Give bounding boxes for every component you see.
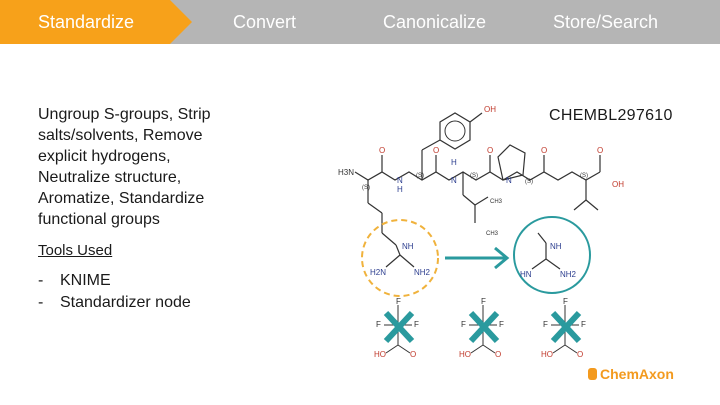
compound-id: CHEMBL297610 <box>549 107 673 124</box>
label-o-3: O <box>487 146 494 155</box>
tools-list <box>38 270 191 314</box>
tfa-counterion-2 <box>459 297 504 359</box>
tool-item-knime: - KNIME <box>38 270 191 292</box>
label-f-2b: F <box>461 320 466 329</box>
label-nh-right: NH <box>550 242 562 251</box>
label-s-1: (S) <box>362 185 370 191</box>
label-h-1: H <box>397 185 403 194</box>
label-nh2-left: NH2 <box>414 268 431 277</box>
molecule-diagram <box>330 95 720 405</box>
label-n-2: N <box>451 176 457 185</box>
label-h3n: H3N <box>338 168 355 177</box>
tool-item-standardizer-node: - Standardizer node <box>38 292 191 314</box>
label-h-2: H <box>451 158 457 167</box>
label-s-5: (S) <box>580 173 588 179</box>
label-o-5: O <box>597 146 604 155</box>
label-o-tfa-2: O <box>495 350 502 359</box>
label-o-4: O <box>541 146 548 155</box>
label-ho-3: HO <box>541 350 553 359</box>
label-ch3-1: CH3 <box>490 199 503 205</box>
label-f-3c: F <box>581 320 586 329</box>
label-s-4: (S) <box>525 179 533 185</box>
process-bar <box>0 0 720 44</box>
chemaxon-logo-icon <box>588 368 597 380</box>
label-ch3-2: CH3 <box>486 231 499 237</box>
active-step-arrow <box>170 0 192 44</box>
label-o-tfa-1: O <box>410 350 417 359</box>
label-f-1c: F <box>414 320 419 329</box>
label-oh-top: OH <box>484 105 496 114</box>
label-ho-2: HO <box>459 350 471 359</box>
label-f-2a: F <box>481 297 486 306</box>
tfa-counterion-3 <box>541 297 586 359</box>
step-store-search[interactable]: Store/Search <box>553 12 659 32</box>
phenol-oh-bond <box>470 113 482 122</box>
label-f-3b: F <box>543 320 548 329</box>
label-oh: OH <box>612 180 624 189</box>
label-nh2-right: NH2 <box>560 270 577 279</box>
label-n-3: N <box>506 176 512 185</box>
chemaxon-logo <box>588 366 674 382</box>
backbone-bonds <box>355 140 600 245</box>
solid-highlight-circle <box>514 217 590 293</box>
label-o-1: O <box>379 146 386 155</box>
tfa-counterion-1 <box>374 297 419 359</box>
step-standardize[interactable]: Standardize <box>0 0 170 44</box>
chemaxon-logo-text: ChemAxon <box>600 366 674 382</box>
label-o-tfa-3: O <box>577 350 584 359</box>
label-h2n-left: H2N <box>370 268 387 277</box>
label-nh-left: NH <box>402 242 414 251</box>
label-n-1: N <box>397 176 403 185</box>
tools-used-heading: Tools Used <box>38 242 113 259</box>
label-f-2c: F <box>499 320 504 329</box>
label-f-1a: F <box>396 297 401 306</box>
label-hn-right: HN <box>520 270 532 279</box>
dashed-highlight-circle <box>362 220 438 296</box>
label-s-3: (S) <box>470 173 478 179</box>
label-s-2: (S) <box>416 173 424 179</box>
label-ho-1: HO <box>374 350 386 359</box>
label-f-3a: F <box>563 297 568 306</box>
step-canonicalize[interactable]: Canonicalize <box>383 12 487 32</box>
label-f-1b: F <box>376 320 381 329</box>
step-convert[interactable]: Convert <box>233 12 297 32</box>
guanidine-bonds-right <box>532 233 560 269</box>
standardize-description: Ungroup S-groups, Strip salts/solvents, Remove explicit hydrogens, Neutralize structure, Aromatize, Standardize functional groups <box>38 106 211 228</box>
phenol-aromatic-circle <box>445 121 465 141</box>
label-o-2: O <box>433 146 440 155</box>
